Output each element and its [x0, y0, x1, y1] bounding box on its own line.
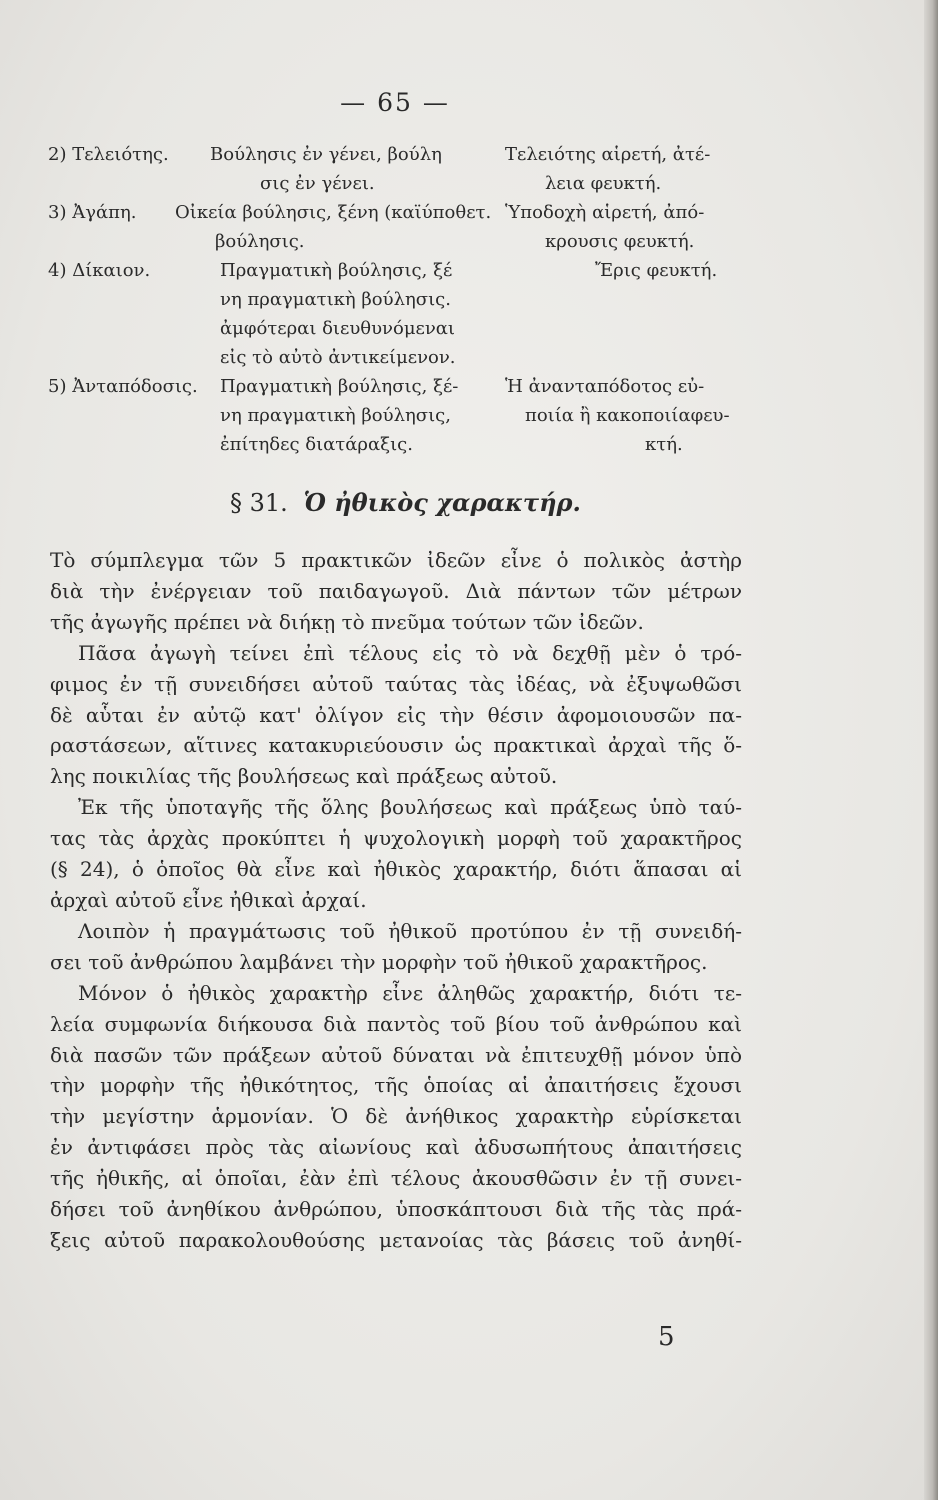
table-cell-line: Τελειότης αἱρετή, ἀτέ- — [505, 144, 711, 165]
table-cell-line: Πραγματικὴ βούλησις, ξέ- — [220, 376, 459, 397]
table-cell-c2 — [175, 198, 492, 256]
table-cell-line: σις ἐν γένει. — [260, 173, 375, 194]
page-edge-shadow — [924, 0, 938, 1500]
table-cell-line: εἰς τὸ αὐτὸ ἀντικείμενον. — [220, 347, 456, 368]
section-number: § 31. — [230, 489, 288, 517]
text-line: Ἐκ τῆς ὑποταγῆς τῆς ὅλης βουλήσεως καὶ πράξεως ὑπὸ ταύ- — [78, 795, 742, 820]
table-cell-line: Ἡ ἀνανταπόδοτος εὐ- — [505, 376, 705, 397]
table-cell-c3 — [505, 372, 755, 459]
text-line: (§ 24), ὁ ὁποῖος θὰ εἶνε καὶ ἠθικὸς χαρακτήρ, διότι ἅπασαι αἱ — [50, 857, 742, 882]
table-cell-line: 2) Τελειότης. — [48, 144, 169, 165]
table-cell-c3 — [505, 198, 755, 256]
table-cell-c3 — [505, 256, 755, 285]
table-cell-line: Ἔρις φευκτή. — [595, 260, 718, 281]
text-line: τας τὰς ἀρχὰς προκύπτει ἡ ψυχολογικὴ μορφὴ τοῦ χαρακτῆρος — [50, 826, 742, 851]
table-cell-c2 — [220, 256, 510, 372]
table-cell-line: 4) Δίκαιον. — [48, 260, 151, 281]
table-cell-c1 — [48, 140, 228, 169]
text-line: διὰ τὴν ἐνέργειαν τοῦ παιδαγωγοῦ. Διὰ πάντων τῶν μέτρων — [50, 578, 742, 603]
table-cell-c3 — [505, 140, 755, 198]
section-title: Ὁ ἠθικὸς χαρακτήρ. — [303, 488, 581, 517]
table-cell-line: 5) Ἀνταπόδοσις. — [48, 376, 198, 397]
table-cell-line: βούλησις. — [215, 231, 305, 252]
page-number: — 65 — — [340, 88, 450, 117]
body-text — [50, 545, 742, 1256]
signature-mark: 5 — [658, 1322, 675, 1352]
table-cell-line: νη πραγματικὴ βούλησις, — [220, 405, 451, 426]
text-line: ἐν ἀντιφάσει πρὸς τὰς αἰωνίους καὶ ἀδυσωπήτους ἀπαιτήσεις — [50, 1135, 742, 1160]
table-cell-line: λεια φευκτή. — [545, 173, 662, 194]
table-cell-c2 — [210, 140, 500, 198]
table-cell-line: Πραγματικὴ βούλησις, ξέ — [220, 260, 453, 281]
text-line: ἀρχαὶ αὐτοῦ εἶνε ἠθικαὶ ἀρχαί. — [50, 887, 367, 912]
text-line: διὰ πασῶν τῶν πράξεων αὐτοῦ δύναται νὰ ἐπιτευχθῇ μόνον ὑπὸ — [50, 1042, 742, 1067]
table-cell-line: νη πραγματικὴ βούλησις. — [220, 289, 451, 310]
text-line: ραστάσεων, αἵτινες κατακυριεύουσιν ὡς πρακτικαὶ ἀρχαὶ τῆς ὅ- — [50, 733, 742, 758]
text-line: δὲ αὗται ἐν αὐτῷ κατ' ὀλίγον εἰς τὴν θέσιν ἀφομοιουσῶν πα- — [50, 702, 742, 727]
text-line: τὴν μεγίστην ἁρμονίαν. Ὁ δὲ ἀνήθικος χαρακτὴρ εὑρίσκεται — [50, 1104, 742, 1129]
table-cell-c1 — [48, 256, 228, 285]
table-cell-line: Οἰκεία βούλησις, ξένη (καϊύποθετ. — [175, 202, 492, 223]
table-cell-line: ἀμφότεραι διευθυνόμεναι — [220, 318, 455, 339]
table-cell-line: κτή. — [645, 434, 683, 455]
table-cell-c2 — [220, 372, 510, 459]
text-line: Μόνον ὁ ἠθικὸς χαρακτὴρ εἶνε ἀληθῶς χαρακτήρ, διότι τε- — [78, 980, 742, 1005]
table-cell-c1 — [48, 372, 228, 401]
text-line: φιμος ἐν τῇ συνειδήσει αὐτοῦ ταύτας τὰς ἰδέας, νὰ ἐξυψωθῶσι — [50, 671, 742, 696]
text-line: σει τοῦ ἀνθρώπου λαμβάνει τὴν μορφὴν τοῦ ἠθικοῦ χαρακτῆρος. — [50, 949, 708, 974]
text-line: τῆς ἠθικῆς, αἱ ὁποῖαι, ἐὰν ἐπὶ τέλους ἀκουσθῶσιν ἐν τῇ συνει- — [50, 1166, 742, 1191]
text-line: Πᾶσα ἀγωγὴ τείνει ἐπὶ τέλους εἰς τὸ νὰ δεχθῇ μὲν ὁ τρό- — [78, 640, 742, 665]
text-line: Τὸ σύμπλεγμα τῶν 5 πρακτικῶν ἰδεῶν εἶνε ὁ πολικὸς ἀστὴρ — [50, 548, 742, 572]
table-cell-line: ἐπίτηδες διατάραξις. — [220, 434, 413, 455]
text-line: τῆς ἀγωγῆς πρέπει νὰ διήκῃ τὸ πνεῦμα τούτων τῶν ἰδεῶν. — [50, 609, 644, 634]
text-line: ξεις αὐτοῦ παρακολουθούσης μετανοίας τὰς βάσεις τοῦ ἀνηθί- — [50, 1227, 742, 1252]
text-line: τὴν μορφὴν τῆς ἠθικότητος, τῆς ὁποίας αἱ ἀπαιτήσεις ἔχουσι — [50, 1073, 742, 1098]
table-cell-line: Βούλησις ἐν γένει, βούλη — [210, 144, 442, 165]
section-heading — [230, 488, 581, 517]
text-line: λεία συμφωνία διήκουσα διὰ παντὸς τοῦ βίου τοῦ ἀνθρώπου καὶ — [50, 1011, 742, 1036]
table-cell-line: κρουσις φευκτή. — [545, 231, 695, 252]
text-line: λης ποικιλίας τῆς βουλήσεως καὶ πράξεως αὐτοῦ. — [50, 764, 558, 789]
table-cell-line: ποιία ἢ κακοποιίαφευ- — [525, 405, 730, 426]
text-line: δήσει τοῦ ἀνηθίκου ἀνθρώπου, ὑποσκάπτουσι διὰ τῆς τὰς πρά- — [50, 1197, 742, 1222]
table-cell-line: 3) Ἀγάπη. — [48, 202, 137, 223]
table-cell-line: Ὑποδοχὴ αἱρετή, ἀπό- — [505, 202, 705, 223]
text-line: Λοιπὸν ἡ πραγμάτωσις τοῦ ἠθικοῦ προτύπου ἐν τῇ συνειδή- — [78, 918, 742, 943]
